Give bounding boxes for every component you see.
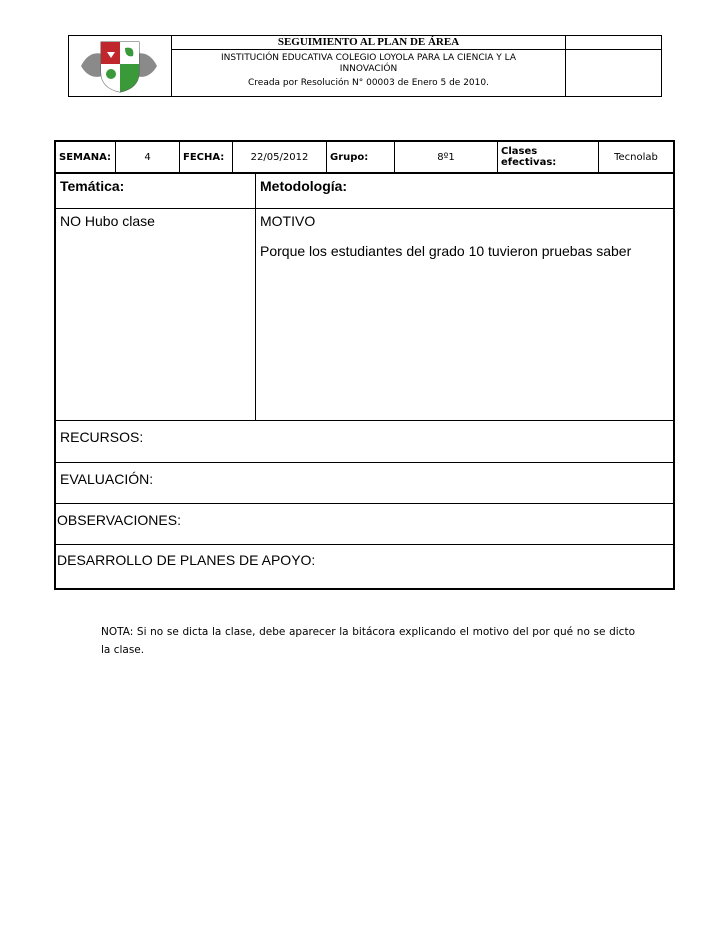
table-header-row: [56, 174, 673, 209]
title-cell: [172, 36, 566, 96]
document-title: SEGUIMIENTO AL PLAN DE ÁREA: [172, 36, 565, 50]
semana-value: 4: [116, 142, 180, 172]
metodologia-value: Porque los estudiantes del grado 10 tuvieron pruebas saber: [260, 243, 632, 259]
observaciones-row: [56, 504, 673, 545]
tematica-value: NO Hubo clase: [56, 209, 256, 420]
school-logo: [69, 36, 172, 96]
resolution-text: Creada por Resolución N° 00003 de Enero 5 de 2010.: [248, 78, 489, 88]
clases-value: Tecnolab: [614, 151, 658, 163]
planning-table: [54, 172, 675, 590]
info-row: [54, 140, 675, 172]
recursos-label: RECURSOS:: [60, 429, 144, 445]
logo-cell: [69, 36, 172, 96]
desarrollo-row: [56, 545, 673, 588]
grupo-value: 8º1: [395, 142, 498, 172]
metodologia-label: Metodología:: [260, 178, 348, 194]
content-row: [56, 209, 673, 421]
footnote: NOTA: Si no se dicta la clase, debe aparecer la bitácora explicando el motivo del por qué no se dicto la clase.: [101, 626, 635, 656]
document-header: [68, 35, 662, 97]
semana-label: SEMANA:: [56, 142, 116, 172]
metodologia-cell: [256, 209, 673, 420]
evaluacion-label: EVALUACIÓN:: [60, 471, 154, 487]
header-right-cell: [566, 36, 661, 96]
fecha-value: 22/05/2012: [233, 142, 327, 172]
desarrollo-label: DESARROLLO DE PLANES DE APOYO:: [57, 552, 316, 568]
institution-name: INSTITUCIÓN EDUCATIVA COLEGIO LOYOLA PARA LA CIENCIA Y LA INNOVACIÓN: [220, 53, 517, 74]
clases-label: Clases efectivas:: [498, 142, 599, 172]
grupo-label: Grupo:: [327, 142, 395, 172]
observaciones-label: OBSERVACIONES:: [57, 512, 181, 528]
tematica-label: Temática:: [56, 174, 256, 208]
recursos-row: [56, 421, 673, 463]
evaluacion-row: [56, 463, 673, 504]
metodologia-heading: MOTIVO: [260, 213, 316, 229]
fecha-label: FECHA:: [180, 142, 233, 172]
